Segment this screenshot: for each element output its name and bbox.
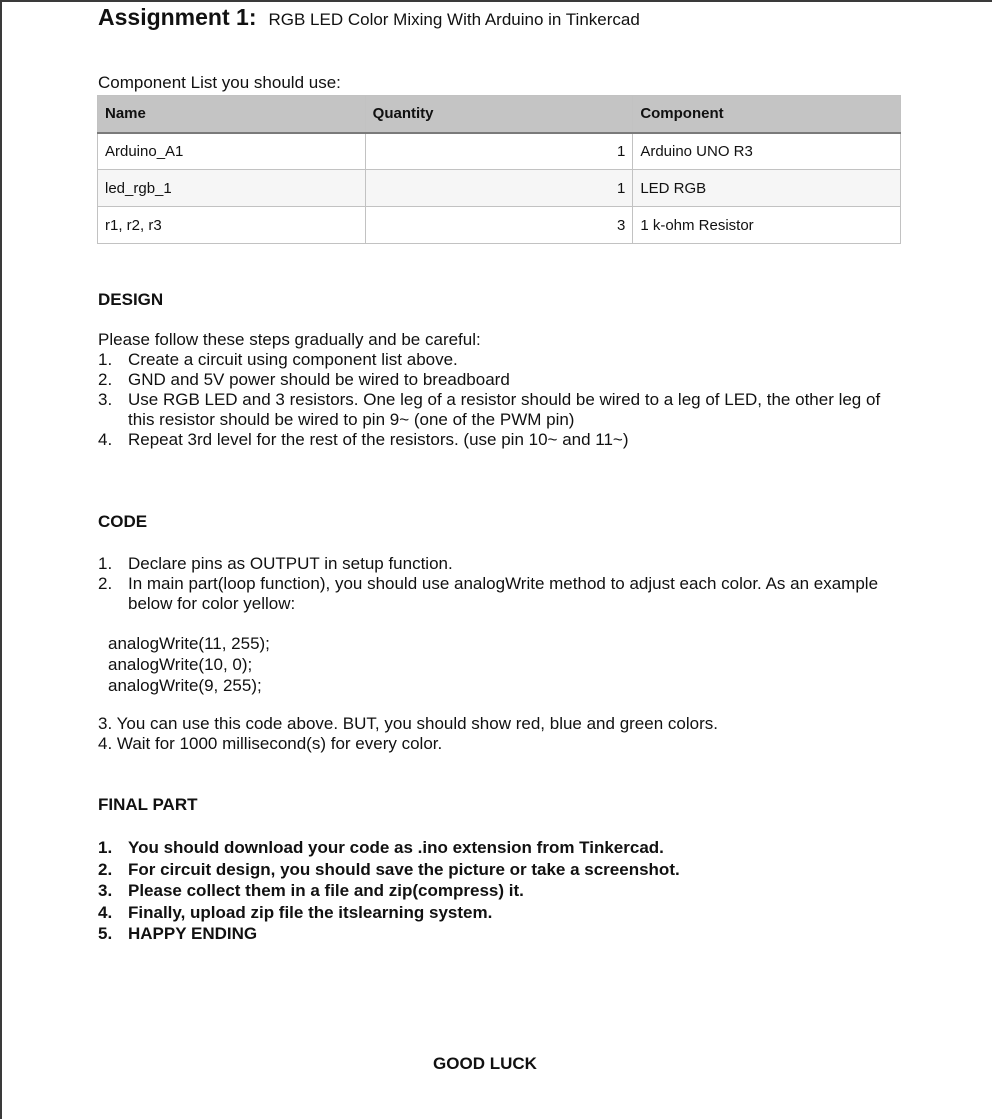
- step-number: 1.: [98, 350, 113, 369]
- step-text: Declare pins as OUTPUT in setup function.: [128, 554, 453, 573]
- code-heading: CODE: [98, 512, 148, 531]
- step-text: GND and 5V power should be wired to breadboard: [128, 370, 510, 389]
- code-note-3: 3. You can use this code above. BUT, you should show red, blue and green colors.: [98, 714, 718, 733]
- table-row: [98, 170, 901, 207]
- step-text: In main part(loop function), you should use analogWrite method to adjust each color. As an example below for color yellow:: [128, 574, 879, 613]
- step-number: 2.: [98, 370, 113, 389]
- cell-name: r1, r2, r3: [98, 207, 366, 244]
- step-number: 2.: [98, 859, 113, 879]
- page-edge-top: [0, 0, 992, 2]
- design-steps: [98, 350, 898, 450]
- cell-component: Arduino UNO R3: [633, 133, 901, 170]
- final-heading: FINAL PART: [98, 795, 198, 814]
- list-item: [98, 880, 898, 902]
- step-text: Repeat 3rd level for the rest of the resistors. (use pin 10~ and 11~): [128, 430, 629, 449]
- table-row: [98, 207, 901, 244]
- list-item: [98, 370, 898, 390]
- step-number: 5.: [98, 924, 113, 943]
- step-number: 3.: [98, 390, 113, 409]
- code-steps: [98, 554, 888, 614]
- step-number: 1.: [98, 554, 113, 573]
- step-text: You should download your code as .ino extension from Tinkercad.: [128, 838, 664, 857]
- column-header-component: Component: [633, 96, 901, 133]
- column-header-name: Name: [98, 96, 366, 133]
- design-heading: DESIGN: [98, 290, 164, 309]
- list-item: [98, 902, 898, 924]
- code-line: analogWrite(11, 255);: [108, 634, 270, 653]
- final-steps: [98, 837, 898, 945]
- component-list-caption: Component List you should use:: [98, 73, 341, 92]
- code-line: analogWrite(10, 0);: [108, 655, 253, 674]
- cell-quantity: 1: [365, 133, 633, 170]
- component-table: [97, 95, 901, 244]
- step-text: Finally, upload zip file the itslearning system.: [128, 902, 493, 922]
- step-number: 2.: [98, 574, 113, 593]
- list-item: [98, 923, 898, 945]
- good-luck-closing: GOOD LUCK: [433, 1054, 537, 1073]
- list-item: [98, 430, 898, 450]
- cell-quantity: 3: [365, 207, 633, 244]
- step-text: HAPPY ENDING: [128, 924, 258, 943]
- page-edge-left: [0, 0, 2, 1119]
- step-number: 1.: [98, 838, 113, 857]
- list-item: [98, 390, 898, 430]
- step-text: Please collect them in a file and zip(compress) it.: [128, 881, 524, 900]
- assignment-subtitle: RGB LED Color Mixing With Arduino in Tinkercad: [268, 10, 640, 29]
- cell-component: 1 k-ohm Resistor: [633, 207, 901, 244]
- cell-name: Arduino_A1: [98, 133, 366, 170]
- cell-quantity: 1: [365, 170, 633, 207]
- design-intro: Please follow these steps gradually and be careful:: [98, 330, 481, 349]
- list-item: [98, 350, 898, 370]
- table-header-row: [98, 96, 901, 133]
- code-snippet: [108, 633, 270, 696]
- step-number: 3.: [98, 881, 113, 900]
- step-text: For circuit design, you should save the picture or take a screenshot.: [128, 859, 680, 879]
- step-number: 4.: [98, 430, 113, 449]
- list-item: [98, 554, 888, 574]
- cell-component: LED RGB: [633, 170, 901, 207]
- cell-name: led_rgb_1: [98, 170, 366, 207]
- column-header-quantity: Quantity: [365, 96, 633, 133]
- document-title: [98, 4, 640, 31]
- list-item: [98, 837, 898, 859]
- table-row: [98, 133, 901, 170]
- code-note-4: 4. Wait for 1000 millisecond(s) for every color.: [98, 734, 443, 753]
- step-text: Create a circuit using component list above.: [128, 350, 458, 369]
- step-text: Use RGB LED and 3 resistors. One leg of a resistor should be wired to a leg of LED, the other leg of this resistor should be wired to pin 9~ (one of the PWM pin): [128, 390, 881, 429]
- assignment-label: Assignment 1:: [98, 4, 257, 30]
- list-item: [98, 574, 888, 614]
- list-item: [98, 859, 898, 881]
- code-line: analogWrite(9, 255);: [108, 676, 262, 695]
- step-number: 4.: [98, 902, 113, 922]
